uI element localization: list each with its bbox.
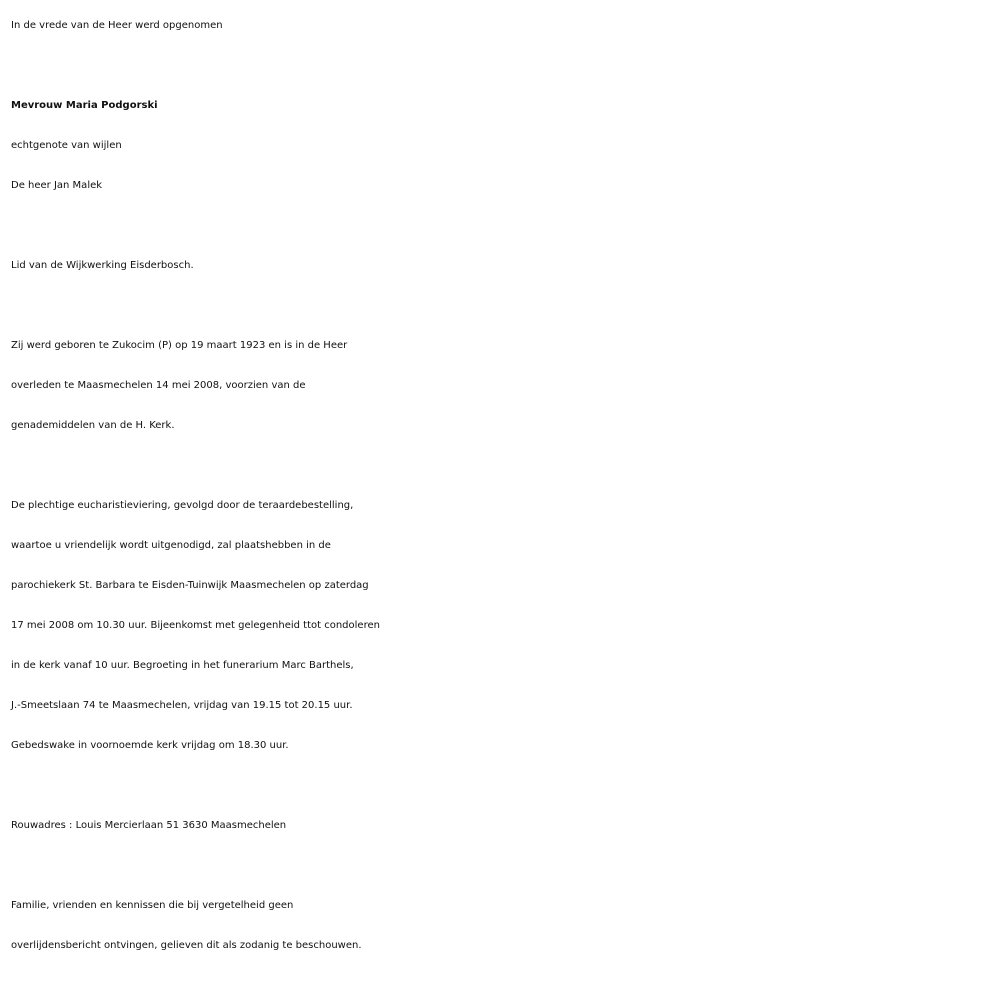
membership-text: Lid van de Wijkwerking Eisderbosch. (11, 260, 194, 271)
spacer (11, 286, 1000, 326)
closing-paragraph (11, 886, 1000, 966)
biography-paragraph (11, 326, 1000, 446)
closing-line: Familie, vrienden en kennissen die bij vergetelheid geen (11, 900, 294, 911)
intro-text: In de vrede van de Heer werd opgenomen (11, 20, 223, 31)
deceased-name: Mevrouw Maria Podgorski (11, 100, 158, 111)
ceremony-line: parochiekerk St. Barbara te Eisden-Tuinwijk Maasmechelen op zaterdag (11, 580, 369, 591)
biography-line: overleden te Maasmechelen 14 mei 2008, voorzien van de (11, 380, 306, 391)
ceremony-line: De plechtige eucharistieviering, gevolgd door de teraardebestelling, (11, 500, 354, 511)
ceremony-line: 17 mei 2008 om 10.30 uur. Bijeenkomst met gelegenheid ttot condoleren (11, 620, 380, 631)
spacer (11, 766, 1000, 806)
ceremony-line: in de kerk vanaf 10 uur. Begroeting in het funerarium Marc Barthels, (11, 660, 354, 671)
spacer (11, 846, 1000, 886)
biography-line: Zij werd geboren te Zukocim (P) op 19 maart 1923 en is in de Heer (11, 340, 348, 351)
spacer (11, 46, 1000, 86)
spacer (11, 446, 1000, 486)
closing-line: overlijdensbericht ontvingen, gelieven dit als zodanig te beschouwen. (11, 940, 362, 951)
ceremony-line: Gebedswake in voornoemde kerk vrijdag om 18.30 uur. (11, 740, 289, 751)
ceremony-line: waartoe u vriendelijk wordt uitgenodigd, zal plaatshebben in de (11, 540, 331, 551)
spacer (11, 206, 1000, 246)
mourning-address: Rouwadres : Louis Mercierlaan 51 3630 Maasmechelen (11, 820, 287, 831)
ceremony-paragraph (11, 486, 1000, 766)
relation-text: echtgenote van wijlen (11, 140, 122, 151)
ceremony-line: J.-Smeetslaan 74 te Maasmechelen, vrijdag van 19.15 tot 20.15 uur. (11, 700, 353, 711)
biography-line: genademiddelen van de H. Kerk. (11, 420, 175, 431)
spouse-name: De heer Jan Malek (11, 180, 103, 191)
